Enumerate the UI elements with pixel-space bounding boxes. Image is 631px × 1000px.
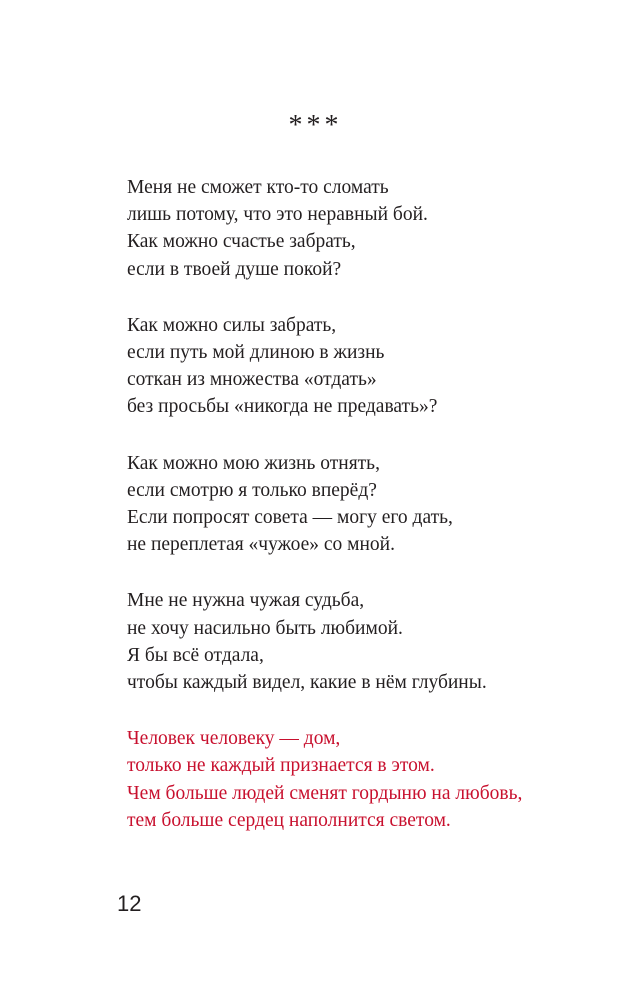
poem-line-highlighted: только не каждый признается в этом.	[127, 755, 435, 777]
poem-line: не хочу насильно быть любимой.	[127, 617, 403, 639]
poem-line: соткан из множества «отдать»	[127, 369, 377, 391]
poem-line: без просьбы «никогда не предавать»?	[127, 396, 438, 418]
poem-line: не переплетая «чужое» со мной.	[127, 534, 395, 556]
poem-line: Мне не нужна чужая судьба,	[127, 590, 365, 612]
stanza-5-highlighted	[127, 725, 607, 834]
poem-line-highlighted: тем больше сердец наполнится светом.	[127, 809, 451, 831]
poem-line-highlighted: Чем больше людей сменят гордыню на любовь,	[127, 782, 523, 804]
poem-line: лишь потому, что это неравный бой.	[127, 204, 428, 226]
poem-line: Меня не сможет кто-то сломать	[127, 177, 389, 198]
poem-line: Если попросят совета — могу его дать,	[127, 507, 453, 529]
poem-line: Как можно мою жизнь отнять,	[127, 452, 380, 474]
stanza-3	[127, 450, 607, 559]
poem-line: Как можно силы забрать,	[127, 314, 337, 336]
poem-line-highlighted: Человек человеку — дом,	[127, 728, 341, 750]
stanza-2	[127, 312, 607, 421]
stanza-4	[127, 587, 607, 696]
poem-line: если путь мой длиною в жизнь	[127, 342, 385, 364]
section-separator: ***	[288, 110, 343, 141]
page-number: 12	[117, 891, 142, 916]
poem-line: если в твоей душе покой?	[127, 258, 342, 280]
stanza-1	[127, 174, 607, 283]
poem-line: чтобы каждый видел, какие в нём глубины.	[127, 672, 487, 694]
poem-line: Я бы всё отдала,	[127, 644, 264, 666]
poem	[127, 174, 607, 863]
poem-line: если смотрю я только вперёд?	[127, 479, 377, 501]
poem-line: Как можно счастье забрать,	[127, 231, 356, 253]
